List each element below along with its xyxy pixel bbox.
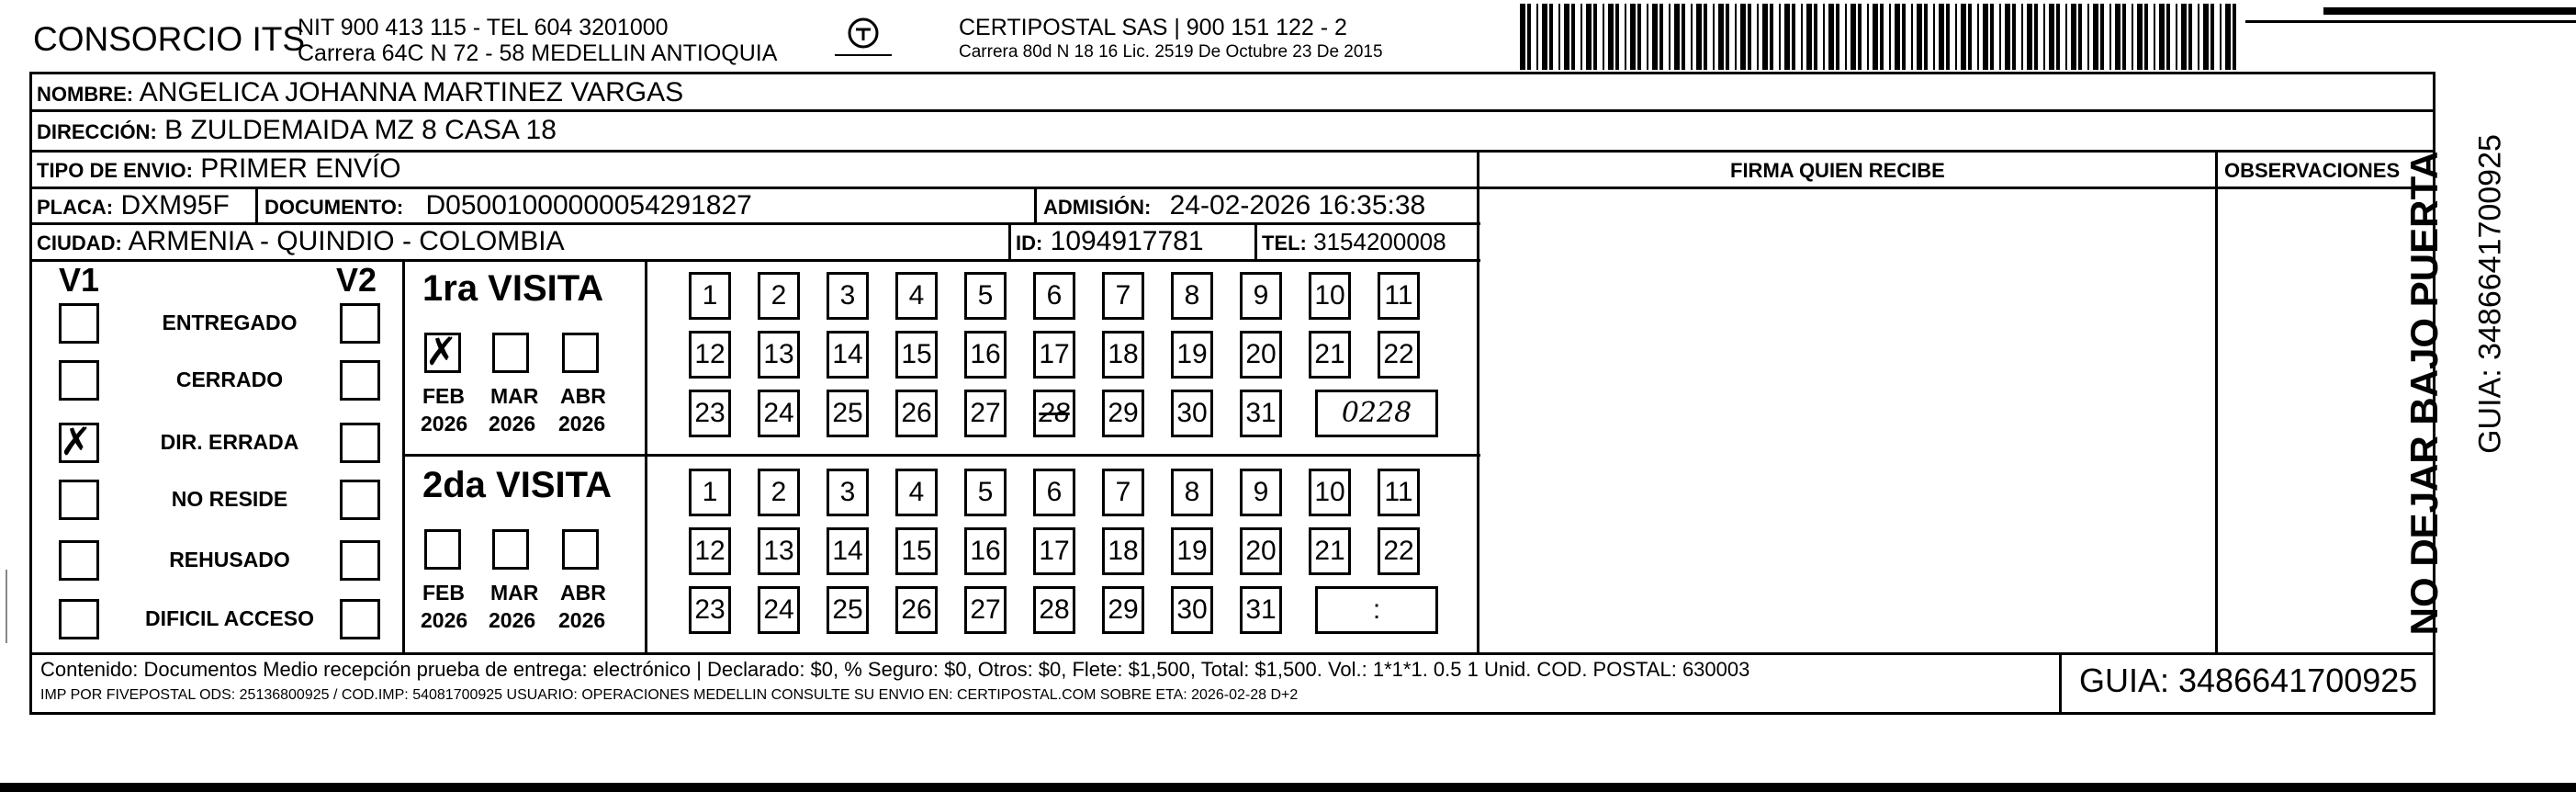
admission-key: ADMISIÓN:	[1043, 196, 1152, 219]
v1-checkbox[interactable]	[59, 540, 99, 581]
barcode-bar	[1946, 4, 1950, 70]
barcode-bar	[2181, 4, 2187, 70]
v1-checkbox[interactable]	[59, 419, 99, 464]
year-label: 2026	[421, 608, 468, 632]
month-label: FEB	[422, 384, 465, 408]
col-status-sep	[402, 259, 405, 653]
address-field	[37, 115, 557, 146]
barcode-bar	[1792, 4, 1795, 70]
v2-checkbox[interactable]	[340, 480, 380, 520]
barcode-bar	[1968, 4, 1972, 70]
year-label: 2026	[558, 608, 606, 632]
status-label: DIR. ERRADA	[160, 430, 299, 454]
first-visit-day-box[interactable]: 17	[1033, 331, 1075, 379]
admission-value: 24-02-2026 16:35:38	[1169, 190, 1426, 221]
barcode-bar	[1659, 4, 1663, 70]
id-key: ID:	[1016, 232, 1043, 254]
barcode-bar	[2012, 4, 2016, 70]
first-visit-month-checkbox[interactable]	[492, 333, 529, 373]
second-visit-day-box[interactable]: 7	[1102, 469, 1144, 516]
barcode-bar	[2049, 4, 2054, 70]
v2-checkbox[interactable]	[340, 423, 380, 463]
barcode-bar	[1691, 4, 1693, 70]
second-visit-day-box[interactable]: 30	[1171, 586, 1213, 634]
second-visit-day-box[interactable]: 6	[1033, 469, 1075, 516]
city-key: CIUDAD:	[37, 232, 122, 254]
type-field	[37, 153, 401, 185]
barcode-bar	[1911, 4, 1913, 70]
second-visit-day-box[interactable]: 14	[827, 527, 869, 575]
second-visit-month-checkbox[interactable]	[492, 529, 529, 570]
barcode-bar	[1564, 4, 1569, 70]
barcode-bar	[1608, 4, 1614, 70]
second-visit-day-box[interactable]: 3	[827, 469, 869, 516]
tel-field	[1262, 228, 1446, 256]
barcode-bar	[1571, 4, 1575, 70]
second-visit-day-box[interactable]: 11	[1378, 469, 1420, 516]
address-value: B ZULDEMAIDA MZ 8 CASA 18	[164, 115, 557, 145]
v1-label: V1	[59, 261, 100, 299]
barcode-bar	[1630, 4, 1636, 70]
barcode-bar	[2071, 4, 2076, 70]
status-label: NO RESIDE	[171, 487, 288, 511]
barcode-bar	[2166, 4, 2170, 70]
first-visit-day-box[interactable]: 14	[827, 331, 869, 379]
first-visit-day-box[interactable]: 28	[1033, 390, 1075, 437]
check-mark: ✗	[425, 329, 458, 374]
id-field	[1016, 226, 1204, 257]
document-value: D05001000000054291827	[425, 190, 752, 221]
courier-name: CERTIPOSTAL SAS | 900 151 122 - 2	[959, 15, 1347, 40]
first-visit-day-box[interactable]: 31	[1240, 390, 1282, 437]
second-visit-month-checkbox[interactable]	[424, 529, 461, 570]
barcode-bar	[1740, 4, 1746, 70]
first-visit-day-box[interactable]: 12	[689, 331, 731, 379]
observations-header: OBSERVACIONES	[2224, 159, 2401, 182]
first-visit-day-box[interactable]: 19	[1171, 331, 1213, 379]
barcode-bar	[1902, 4, 1906, 70]
col-visit-sep	[645, 259, 647, 653]
side-guide: GUIA: 3486641700925	[2472, 134, 2508, 454]
barcode-bar	[1615, 4, 1619, 70]
admission-field	[1043, 190, 1425, 221]
barcode-bar	[1873, 4, 1878, 70]
courier-address: Carrera 80d N 18 16 Lic. 2519 De Octubre 23 De 2015	[959, 42, 1383, 62]
first-visit-day-box[interactable]: 4	[895, 272, 938, 320]
v1-checkbox[interactable]	[59, 480, 99, 520]
second-visit-day-box[interactable]: 18	[1102, 527, 1144, 575]
year-label: 2026	[489, 608, 536, 632]
barcode-bar	[1757, 4, 1759, 70]
barcode-bar	[2087, 4, 2089, 70]
barcode-bar	[1933, 4, 1935, 70]
barcode-bar	[1713, 4, 1715, 70]
barcode-bar	[2065, 4, 2067, 70]
barcode-bar	[1917, 4, 1922, 70]
barcode-bar	[2043, 4, 2045, 70]
second-visit-day-box[interactable]: 25	[827, 586, 869, 634]
first-visit-day-box[interactable]: 24	[758, 390, 800, 437]
barcode-bar	[1977, 4, 1979, 70]
first-visit-day-box[interactable]: 7	[1102, 272, 1144, 320]
barcode-bar	[1895, 4, 1900, 70]
barcode-bar	[1586, 4, 1592, 70]
barcode-bar	[1850, 4, 1856, 70]
col-plate-sep	[255, 187, 258, 223]
month-label: ABR	[560, 384, 606, 408]
city-field	[37, 226, 565, 257]
barcode-bar	[1625, 4, 1626, 70]
v1-checkbox[interactable]	[59, 599, 99, 639]
plate-key: PLACA:	[37, 196, 114, 219]
barcode-bar	[2122, 4, 2126, 70]
first-visit-day-box[interactable]: 11	[1378, 272, 1420, 320]
barcode-bar	[1696, 4, 1702, 70]
barcode-bar	[1603, 4, 1604, 70]
barcode-bar	[1924, 4, 1928, 70]
barcode-bar	[1527, 4, 1531, 70]
second-visit-day-box[interactable]: 24	[758, 586, 800, 634]
second-visit-day-box[interactable]: 21	[1309, 527, 1351, 575]
barcode-bar	[2005, 4, 2010, 70]
barcode-bar	[2056, 4, 2060, 70]
barcode-bar	[2109, 4, 2111, 70]
left-edge-mark	[6, 570, 7, 643]
barcode-bar	[1748, 4, 1751, 70]
company-name: CONSORCIO ITS	[33, 20, 306, 58]
month-label: ABR	[560, 581, 606, 605]
barcode-bar	[1682, 4, 1685, 70]
side-warning: NO DEJAR BAJO PUERTA	[2402, 151, 2446, 636]
nit-line: NIT 900 413 115 - TEL 604 3201000	[298, 15, 669, 40]
barcode-bar	[1637, 4, 1641, 70]
barcode-bar	[1806, 4, 1812, 70]
first-visit-day-box[interactable]: 25	[827, 390, 869, 437]
type-key: TIPO DE ENVIO:	[37, 159, 193, 182]
barcode-bar	[2027, 4, 2032, 70]
header-edge-line	[2245, 20, 2576, 23]
second-visit-day-box[interactable]: 29	[1102, 586, 1144, 634]
second-visit-day-box[interactable]: 2	[758, 469, 800, 516]
barcode-bar	[2100, 4, 2104, 70]
v2-checkbox[interactable]	[340, 360, 380, 401]
barcode-bar	[1779, 4, 1781, 70]
barcode-bar	[1704, 4, 1707, 70]
bottom-bar	[0, 783, 2576, 792]
second-visit-day-box[interactable]: 22	[1378, 527, 1420, 575]
second-visit-day-box[interactable]: 27	[964, 586, 1007, 634]
row-line-6	[29, 652, 2435, 655]
status-label: ENTREGADO	[162, 311, 298, 334]
barcode-bar	[1784, 4, 1790, 70]
year-label: 2026	[421, 412, 468, 435]
status-label: DIFICIL ACCESO	[144, 606, 315, 630]
barcode-bar	[1674, 4, 1680, 70]
barcode-bar	[2203, 4, 2209, 70]
first-visit-day-box[interactable]: 21	[1309, 331, 1351, 379]
barcode-bar	[1536, 4, 1538, 70]
type-value: PRIMER ENVÍO	[200, 153, 401, 184]
barcode-bar	[1549, 4, 1553, 70]
col-sign-left	[1477, 150, 1479, 653]
barcode-bar	[2220, 4, 2222, 70]
address-key: DIRECCIÓN:	[37, 120, 157, 143]
first-visit-day-box[interactable]: 1	[689, 272, 731, 320]
second-visit-day-box[interactable]: 9	[1240, 469, 1282, 516]
barcode-bar	[1735, 4, 1737, 70]
barcode-bar	[2225, 4, 2231, 70]
first-visit-day-box[interactable]: 3	[827, 272, 869, 320]
barcode-bar	[2159, 4, 2165, 70]
barcode-bar	[2154, 4, 2155, 70]
first-visit-month-checkbox[interactable]	[424, 329, 461, 374]
first-visit-day-box[interactable]: 30	[1171, 390, 1213, 437]
second-visit-month-checkbox[interactable]	[562, 529, 599, 570]
barcode-bar	[2078, 4, 2082, 70]
barcode-bar	[1999, 4, 2001, 70]
second-visit-day-box[interactable]: 4	[895, 469, 938, 516]
second-visit-day-box[interactable]: 19	[1171, 527, 1213, 575]
barcode-bar	[1858, 4, 1862, 70]
barcode-bar	[1828, 4, 1834, 70]
first-visit-month-checkbox[interactable]	[562, 333, 599, 373]
barcode-bar	[2233, 4, 2236, 70]
barcode-bar	[2210, 4, 2214, 70]
status-label: REHUSADO	[169, 548, 290, 571]
first-visit-day-box[interactable]: 5	[964, 272, 1007, 320]
footer-content-line: Contenido: Documentos Medio recepción prueba de entrega: electrónico | Declarado: $0, % Seguro: $0, Otros: $0, Flete: $1,500, Total: $1,500. Vol.: 1*1*1. 0.5 1 Unid. COD. POSTAL: 630003	[40, 658, 1750, 681]
barcode-bar	[1669, 4, 1670, 70]
second-visit-day-box[interactable]: 17	[1033, 527, 1075, 575]
v2-checkbox[interactable]	[340, 540, 380, 581]
barcode-bar	[2144, 4, 2148, 70]
first-visit-day-box[interactable]: 10	[1309, 272, 1351, 320]
v1-checkbox[interactable]	[59, 360, 99, 401]
col-footer-sep	[2059, 652, 2062, 715]
second-visit-day-box[interactable]: 20	[1240, 527, 1282, 575]
barcode-bar	[1558, 4, 1560, 70]
second-visit-day-box[interactable]: 31	[1240, 586, 1282, 634]
barcode-bar	[1939, 4, 1944, 70]
document-field	[264, 190, 752, 221]
tel-value: 3154200008	[1313, 228, 1446, 255]
status-label: CERRADO	[175, 368, 284, 391]
second-visit-title: 2da VISITA	[422, 465, 612, 505]
first-visit-day-box[interactable]: 8	[1171, 272, 1213, 320]
row-line-5	[29, 259, 1480, 262]
v2-checkbox[interactable]	[340, 599, 380, 639]
barcode-bar	[1770, 4, 1773, 70]
first-visit-day-box[interactable]: 6	[1033, 272, 1075, 320]
first-visit-day-box[interactable]: 16	[964, 331, 1007, 379]
second-visit-day-box[interactable]: 10	[1309, 469, 1351, 516]
first-visit-day-box[interactable]: 20	[1240, 331, 1282, 379]
name-field	[37, 77, 683, 108]
first-visit-day-box[interactable]: 27	[964, 390, 1007, 437]
barcode-bar	[1889, 4, 1891, 70]
barcode-bar	[1845, 4, 1847, 70]
company-address: Carrera 64C N 72 - 58 MEDELLIN ANTIOQUIA	[298, 40, 778, 66]
first-visit-day-box[interactable]: 22	[1378, 331, 1420, 379]
first-visit-day-box[interactable]: 23	[689, 390, 731, 437]
year-label: 2026	[558, 412, 606, 435]
second-visit-day-box[interactable]: 13	[758, 527, 800, 575]
year-label: 2026	[489, 412, 536, 435]
barcode-bar	[1814, 4, 1817, 70]
footer-guide: GUIA: 3486641700925	[2079, 662, 2418, 699]
barcode-bar	[2137, 4, 2143, 70]
second-visit-day-box[interactable]: 28	[1033, 586, 1075, 634]
first-visit-title: 1ra VISITA	[422, 268, 604, 309]
barcode-bar	[1726, 4, 1729, 70]
row-line-4	[29, 222, 1480, 225]
barcode-bar	[1880, 4, 1884, 70]
second-visit-day-box[interactable]: 1	[689, 469, 731, 516]
month-label: FEB	[422, 581, 465, 605]
second-visit-day-box[interactable]: 5	[964, 469, 1007, 516]
name-value: ANGELICA JOHANNA MARTINEZ VARGAS	[139, 77, 684, 107]
first-visit-day-box[interactable]: 29	[1102, 390, 1144, 437]
barcode-bar	[1647, 4, 1648, 70]
barcode-bar	[2198, 4, 2199, 70]
header-edge-bar	[2323, 7, 2576, 15]
tel-key: TEL:	[1262, 232, 1307, 254]
name-key: NOMBRE:	[37, 83, 134, 106]
barcode-bar	[2034, 4, 2038, 70]
second-visit-day-box[interactable]: 8	[1171, 469, 1213, 516]
plate-field	[37, 190, 230, 221]
visit-divider	[402, 454, 1480, 457]
month-label: MAR	[490, 581, 539, 605]
second-visit-day-box[interactable]: 26	[895, 586, 938, 634]
second-visit-time-box[interactable]: :	[1315, 586, 1438, 634]
barcode-bar	[1823, 4, 1825, 70]
barcode-bar	[1593, 4, 1597, 70]
first-visit-day-box[interactable]: 15	[895, 331, 938, 379]
second-visit-day-box[interactable]: 23	[689, 586, 731, 634]
col-tel-sep	[1254, 222, 1257, 259]
row-line-2	[29, 150, 2435, 153]
signature-header: FIRMA QUIEN RECIBE	[1730, 159, 1945, 182]
obs-header-line	[1477, 187, 2435, 189]
first-visit-day-box[interactable]: 13	[758, 331, 800, 379]
certipostal-logo	[831, 13, 895, 66]
barcode-bar	[1542, 4, 1547, 70]
barcode-bar	[1983, 4, 1988, 70]
barcode-bar	[1718, 4, 1724, 70]
barcode-bar	[1580, 4, 1582, 70]
footer-imp-line: IMP POR FIVEPOSTAL ODS: 25136800925 / COD.IMP: 54081700925 USUARIO: OPERACIONES MEDELLIN CONSULTE SU ENVIO EN: CERTIPOSTAL.COM SOBRE ETA: 2026-02-28 D+2	[40, 687, 1299, 703]
barcode-bar	[1836, 4, 1839, 70]
barcode-bar	[1867, 4, 1869, 70]
barcode-bar	[2021, 4, 2023, 70]
first-visit-day-box[interactable]: 26	[895, 390, 938, 437]
v2-checkbox[interactable]	[340, 303, 380, 344]
month-label: MAR	[490, 384, 539, 408]
barcode	[1520, 4, 2245, 70]
barcode-bar	[2093, 4, 2098, 70]
plate-value: DXM95F	[120, 190, 230, 221]
barcode-bar	[2132, 4, 2133, 70]
col-admission-sep	[1034, 187, 1037, 223]
v1-checkbox[interactable]	[59, 303, 99, 344]
first-visit-day-box[interactable]: 2	[758, 272, 800, 320]
barcode-bar	[1520, 4, 1525, 70]
second-visit-day-box[interactable]: 15	[895, 527, 938, 575]
first-visit-day-box[interactable]: 18	[1102, 331, 1144, 379]
barcode-bar	[1955, 4, 1957, 70]
city-value: ARMENIA - QUINDIO - COLOMBIA	[128, 226, 565, 256]
row-line-1	[29, 109, 2435, 112]
barcode-bar	[2188, 4, 2192, 70]
barcode-bar	[1961, 4, 1966, 70]
barcode-bar	[2115, 4, 2120, 70]
barcode-bar	[1652, 4, 1658, 70]
id-value: 1094917781	[1050, 226, 1204, 256]
first-visit-time-box[interactable]: 0228	[1315, 390, 1438, 437]
barcode-bar	[2176, 4, 2177, 70]
second-visit-day-box[interactable]: 16	[964, 527, 1007, 575]
barcode-bar	[1990, 4, 1994, 70]
second-visit-day-box[interactable]: 12	[689, 527, 731, 575]
document-key: DOCUMENTO:	[264, 196, 404, 219]
barcode-bar	[1801, 4, 1803, 70]
barcode-bar	[1762, 4, 1768, 70]
col-id-sep	[1008, 222, 1011, 259]
check-mark: ✗	[60, 419, 93, 464]
v2-label: V2	[336, 261, 377, 299]
first-visit-day-box[interactable]: 9	[1240, 272, 1282, 320]
col-obs-left	[2215, 150, 2218, 653]
